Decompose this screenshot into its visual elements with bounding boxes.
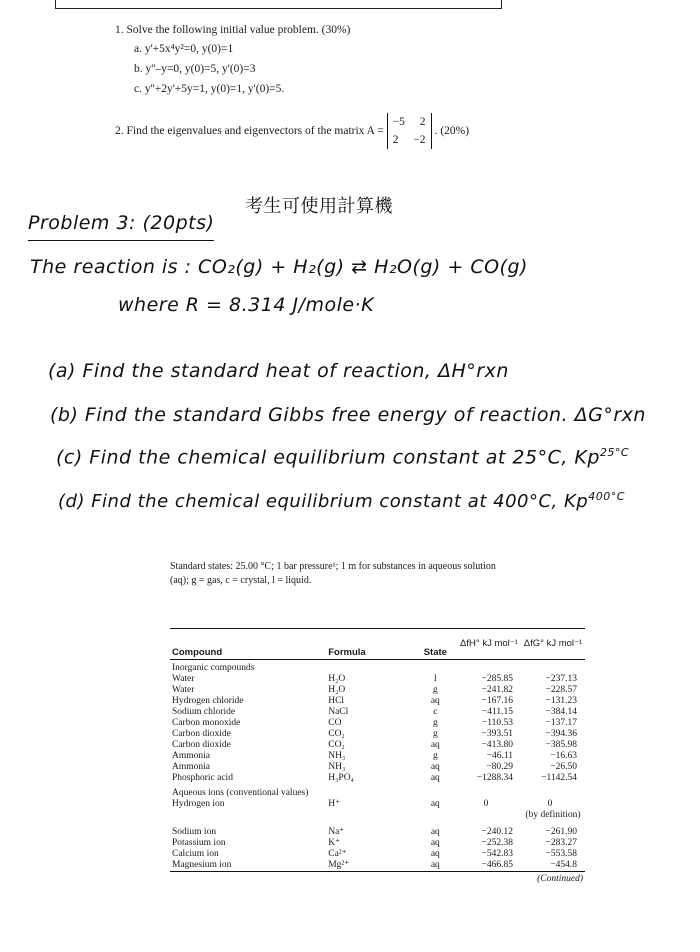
dfh-value: −542.83 (481, 849, 513, 859)
state: aq (430, 860, 440, 870)
state: c (433, 707, 438, 717)
dfh-value: −167.16 (481, 696, 513, 706)
table-row (170, 838, 585, 849)
compound-name: Water (172, 674, 195, 684)
compound-name: Water (172, 685, 195, 695)
q1-part-b: b. y''–y=0, y(0)=5, y'(0)=3 (134, 63, 256, 75)
formula: CO₂ (328, 729, 345, 739)
table-row (170, 674, 585, 685)
header-dfh: ΔfH° kJ mol⁻¹ (457, 629, 521, 660)
formula: CO (328, 718, 342, 728)
dfh-value: −240.12 (481, 827, 513, 837)
problem3-title: Problem 3: (20pts) (28, 212, 214, 241)
compound-name: Hydrogen ion (172, 799, 225, 809)
dfh-value: −80.29 (486, 762, 513, 772)
standard-states-line-2: (aq); g = gas, c = crystal, l = liquid. (170, 575, 312, 586)
compound-name: Phosphoric acid (172, 773, 233, 783)
part-c (56, 446, 629, 468)
q2-text: 2. Find the eigenvalues and eigenvectors of the matrix A = (115, 125, 384, 137)
part-d (58, 490, 625, 512)
table-row (170, 685, 585, 696)
state: aq (430, 740, 440, 750)
compound-name: Magnesium ion (172, 860, 232, 870)
compound-name: Carbon dioxide (172, 740, 231, 750)
part-c-text: (c) Find the chemical equilibrium constant at 25°C, Kp (56, 446, 600, 469)
dfg-value: −283.27 (545, 838, 577, 848)
dfh-value: −411.15 (481, 707, 513, 717)
dfg-value: −385.98 (545, 740, 577, 750)
dfg-value: −16.63 (550, 751, 577, 761)
table-row (170, 773, 585, 784)
compound-name: Sodium chloride (172, 707, 236, 717)
dfg-value: −454.8 (550, 860, 577, 870)
part-c-sup: 25°C (599, 446, 630, 459)
compound-name: Potassium ion (172, 838, 226, 848)
dfg-value: −228.57 (545, 685, 577, 695)
state: aq (430, 827, 440, 837)
table-row (170, 762, 585, 773)
thermo-table (170, 628, 585, 885)
table-row (170, 718, 585, 729)
dfg-value: −237.13 (545, 674, 577, 684)
dfg-value: −384.14 (545, 707, 577, 717)
formula: NaCl (328, 707, 349, 717)
formula: Mg²⁺ (328, 860, 350, 870)
reaction-line: The reaction is : CO₂(g) + H₂(g) ⇄ H₂O(g) + CO(g) (30, 256, 528, 278)
state: aq (430, 696, 440, 706)
formula: Na⁺ (328, 827, 345, 837)
header-formula: Formula (290, 629, 413, 660)
part-d-sup: 400°C (588, 490, 625, 503)
compound-name: Carbon dioxide (172, 729, 231, 739)
state: aq (430, 838, 440, 848)
q1-part-a: a. y'+5x⁴y²=0, y(0)=1 (134, 43, 234, 55)
part-d-text: (d) Find the chemical equilibrium constant at 400°C, Kp (58, 491, 589, 512)
dfg-value: −26.50 (550, 762, 577, 772)
dfh-value: 0 (483, 799, 489, 809)
header-state: State (414, 629, 457, 660)
matrix-a (387, 113, 432, 149)
header-compound: Compound (170, 629, 290, 660)
compound-name: Hydrogen chloride (172, 696, 244, 706)
formula: H₂O (328, 674, 346, 684)
state: g (432, 751, 438, 761)
dfg-value: −137.17 (545, 718, 577, 728)
table-row (170, 849, 585, 860)
by-definition-note: (by definition) (525, 810, 581, 820)
state: g (432, 729, 438, 739)
formula: Ca²⁺ (328, 849, 347, 859)
continued-note: (Continued) (170, 872, 585, 886)
section-label: Aqueous ions (conventional values) (172, 788, 309, 798)
state: g (432, 685, 438, 695)
calculator-note: 考生可使用計算機 (245, 196, 393, 217)
table-row (170, 810, 585, 821)
table-row (170, 860, 585, 872)
formula: NH₃ (328, 762, 346, 772)
table-row (170, 696, 585, 707)
section-inorganic (170, 660, 585, 675)
dfg-value: −131.23 (545, 696, 577, 706)
table-row (170, 827, 585, 838)
dfg-value: −1142.54 (541, 773, 577, 783)
q1-part-c: c. y''+2y'+5y=1, y(0)=1, y'(0)=5. (134, 83, 285, 95)
q2-weight: . (20%) (434, 125, 470, 137)
standard-states-line-1: Standard states: 25.00 °C; 1 bar pressure¹; 1 m for substances in aqueous solution (170, 561, 496, 572)
formula: H₂O (328, 685, 346, 695)
part-a: (a) Find the standard heat of reaction, ΔH°rxn (48, 360, 509, 382)
dfh-value: −46.11 (486, 751, 513, 761)
compound-name: Ammonia (172, 751, 210, 761)
gas-constant: where R = 8.314 J/mole·K (118, 294, 375, 316)
dfh-value: −110.53 (481, 718, 513, 728)
state: l (433, 674, 437, 684)
formula: CO₂ (328, 740, 345, 750)
dfh-value: −252.38 (481, 838, 513, 848)
dfg-value: 0 (547, 799, 553, 809)
matrix-row-1: −5 2 (392, 116, 426, 128)
formula: HCl (328, 696, 345, 706)
state: aq (430, 799, 440, 809)
table-row (170, 799, 585, 810)
table-row (170, 707, 585, 718)
table-row (170, 751, 585, 762)
matrix-row-2: 2 −2 (392, 134, 426, 146)
section-label: Inorganic compounds (172, 663, 255, 673)
part-b: (b) Find the standard Gibbs free energy of reaction. ΔG°rxn (50, 404, 646, 426)
section-aqueous-ions (170, 784, 585, 799)
table-row (170, 740, 585, 751)
state: aq (430, 762, 440, 772)
dfh-value: −285.85 (481, 674, 513, 684)
compound-name: Sodium ion (172, 827, 217, 837)
table-row (170, 729, 585, 740)
dfg-value: −394.36 (545, 729, 577, 739)
formula: H₃PO₄ (328, 773, 354, 783)
q2 (115, 113, 469, 149)
dfh-value: −466.85 (481, 860, 513, 870)
table-header (170, 629, 585, 660)
header-dfg: ΔfG° kJ mol⁻¹ (521, 629, 585, 660)
dfh-value: −241.82 (481, 685, 513, 695)
compound-name: Ammonia (172, 762, 210, 772)
state: aq (430, 773, 440, 783)
top-border (55, 0, 502, 9)
formula: K⁺ (328, 838, 341, 848)
dfg-value: −261.90 (545, 827, 577, 837)
dfh-value: −1288.34 (476, 773, 513, 783)
dfh-value: −393.51 (481, 729, 513, 739)
formula: H⁺ (328, 799, 341, 809)
q1-title: 1. Solve the following initial value problem. (30%) (115, 24, 351, 36)
formula: NH₃ (328, 751, 346, 761)
compound-name: Carbon monoxide (172, 718, 241, 728)
dfh-value: −413.80 (481, 740, 513, 750)
state: g (432, 718, 438, 728)
compound-name: Calcium ion (172, 849, 219, 859)
state: aq (430, 849, 440, 859)
dfg-value: −553.58 (545, 849, 577, 859)
